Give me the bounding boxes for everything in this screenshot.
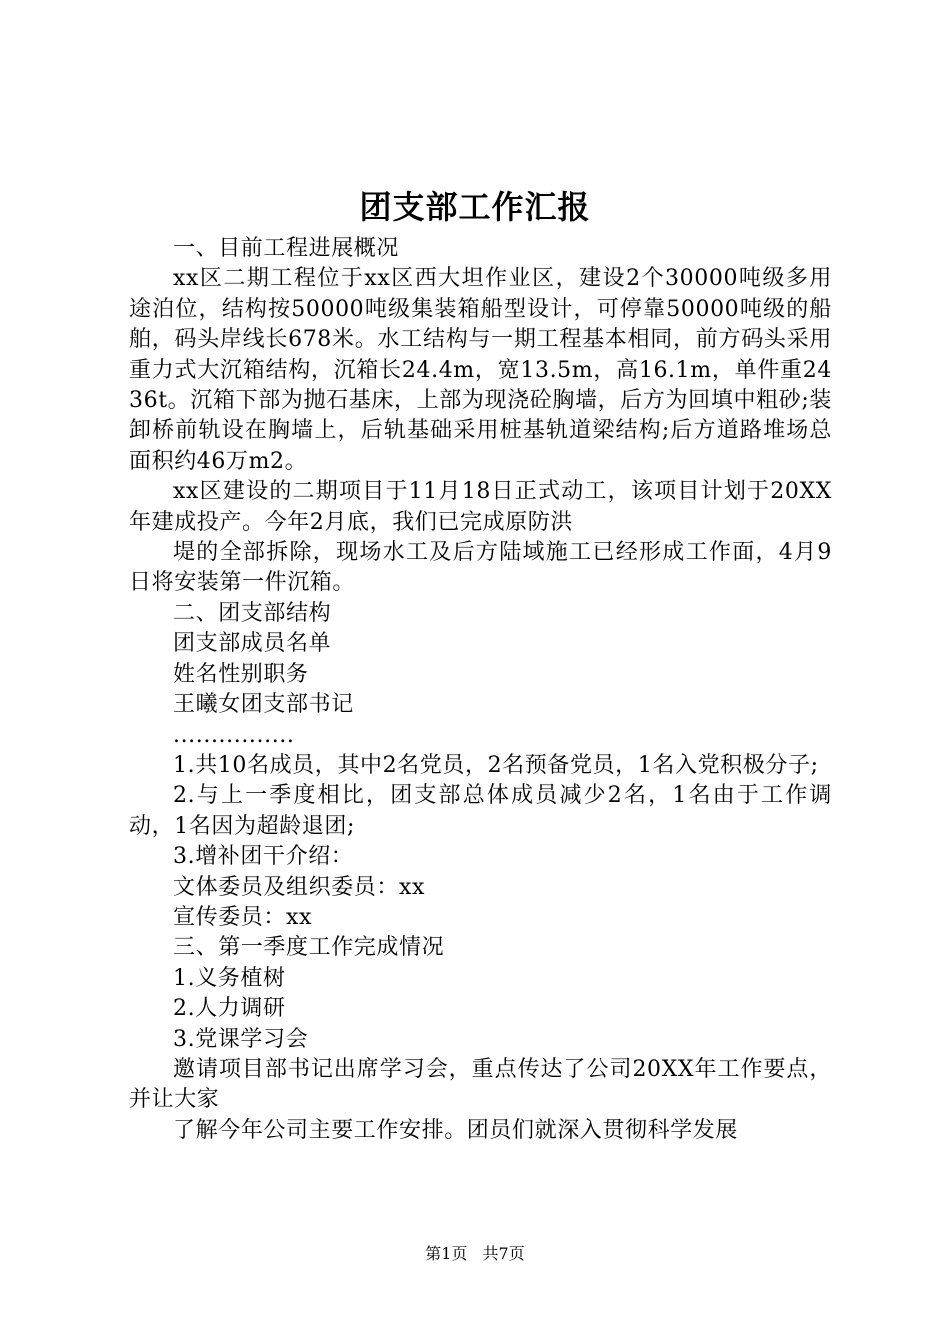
list-item: 2.与上一季度相比，团支部总体成员减少2名，1名由于工作调动，1名因为超龄退团; (129, 783, 832, 839)
body-paragraph: 文体委员及组织委员：xx (173, 874, 426, 900)
list-item: 2.人力调研 (173, 996, 286, 1022)
body-paragraph: xx区建设的二期项目于11月18日正式动工，该项目计划于20XX年建成投产。今年2月底，我们已完成原防洪 (129, 479, 832, 535)
body-paragraph: 宣传委员：xx (173, 904, 313, 930)
list-item: 3.党课学习会 (173, 1026, 309, 1052)
section-heading: 一、目前工程进展概况 (173, 236, 400, 261)
member-table-header: 姓名性别职务 (173, 661, 309, 687)
body-paragraph: xx区二期工程位于xx区西大坦作业区，建设2个30000吨级多用途泊位，结构按50000吨级集装箱船型设计，可停靠50000吨级的船舶，码头岸线长678米。水工结构与一期工程基本相同，前方码头采用重力式大沉箱结构，沉箱长24.4m，宽13.5m，高16.1m，单件重2436t。沉箱下部为抛石基床，上部为现浇砼胸墙，后方为回填中粗砂;装卸桥前轨设在胸墙上，后轨基础采用桩基轨道梁结构;后方道路堆场总面积约46万m2。 (129, 266, 832, 474)
document-title: 团支部工作汇报 (359, 188, 591, 226)
body-paragraph: 邀请项目部书记出席学习会，重点传达了公司20XX年工作要点，并让大家 (129, 1056, 832, 1113)
list-item: 1.义务植树 (173, 965, 286, 991)
page-number-total: 共7页 (482, 1244, 525, 1263)
document-body (129, 234, 832, 1146)
ellipsis-line: ................ (173, 722, 295, 748)
body-paragraph: 堤的全部拆除，现场水工及后方陆域施工已经形成工作面，4月9日将安装第一件沉箱。 (129, 540, 832, 596)
body-paragraph: 团支部成员名单 (173, 631, 332, 657)
section-heading: 三、第一季度工作完成情况 (173, 935, 445, 961)
list-item: 1.共10名成员，其中2名党员，2名预备党员，1名入党积极分子; (173, 752, 819, 778)
list-item: 3.增补团干介绍： (173, 844, 354, 870)
body-paragraph: 了解今年公司主要工作安排。团员们就深入贯彻科学发展 (173, 1117, 739, 1143)
member-table-row: 王曦女团支部书记 (173, 692, 354, 718)
page-number-current: 第1页 (425, 1244, 468, 1263)
page-footer (0, 1243, 950, 1265)
section-heading: 二、团支部结构 (173, 600, 332, 626)
